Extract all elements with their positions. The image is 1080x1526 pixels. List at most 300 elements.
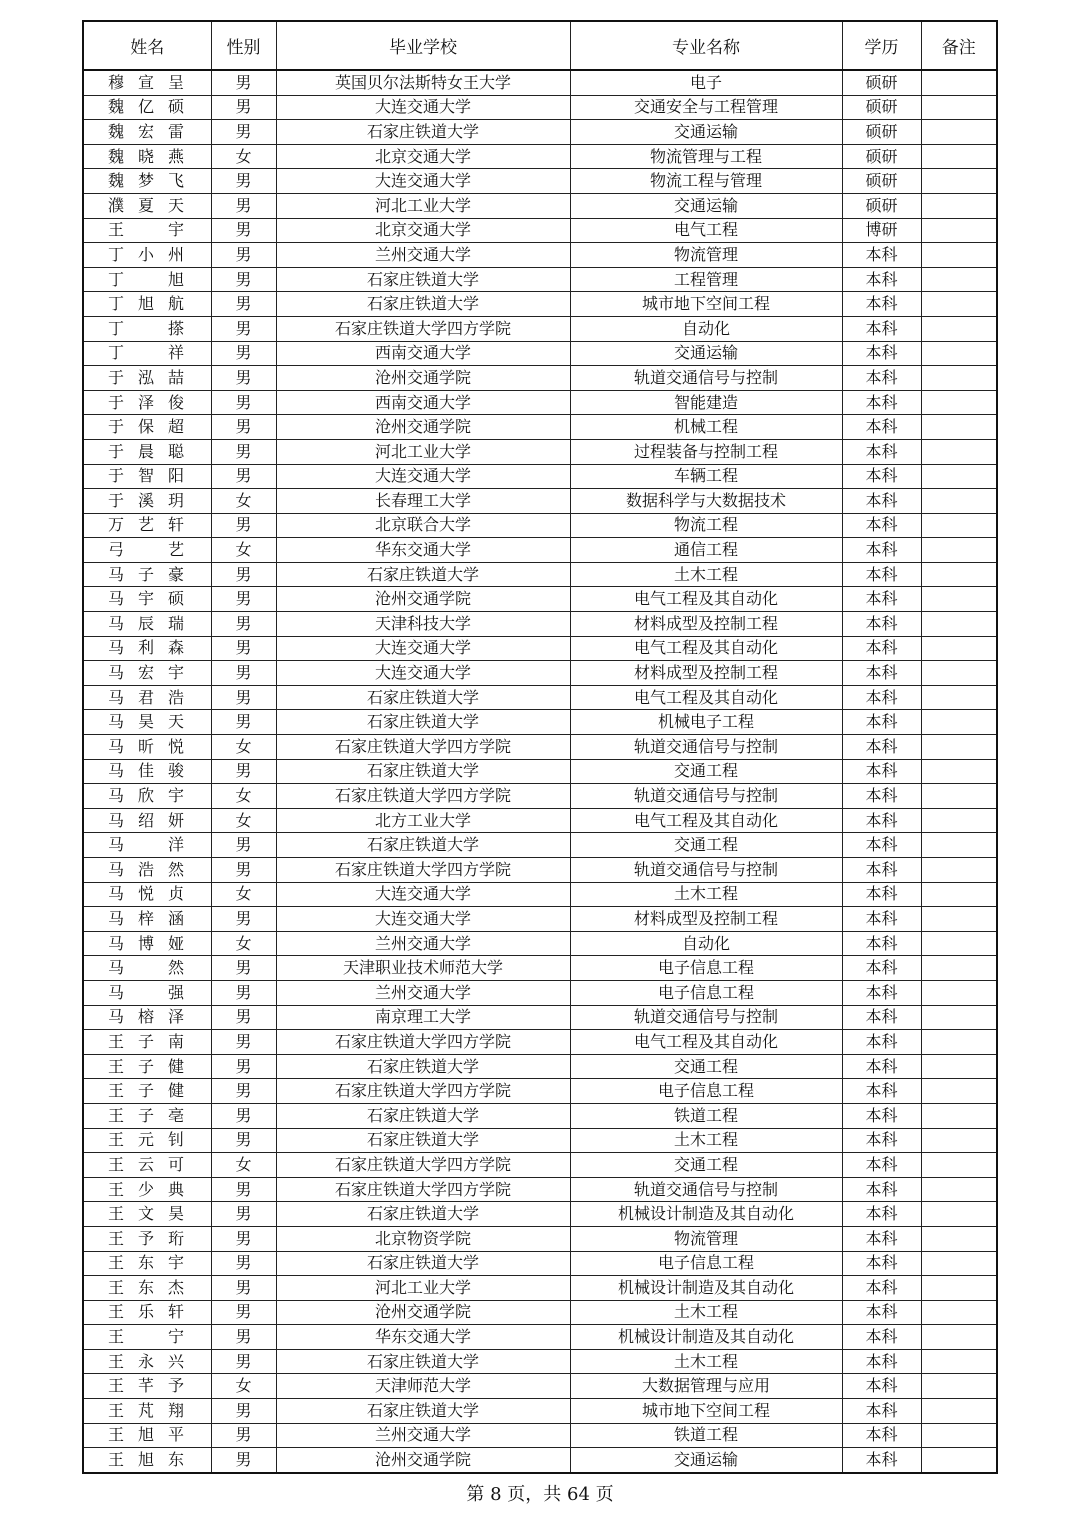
cell-name [83, 120, 211, 145]
cell-major: 机械设计制造及其自动化 [570, 1276, 842, 1301]
cell-remark [921, 759, 997, 784]
cell-major: 轨道交通信号与控制 [570, 784, 842, 809]
table-row [83, 1202, 997, 1227]
cell-name [83, 1448, 211, 1473]
cell-name [83, 1226, 211, 1251]
cell-name [83, 489, 211, 514]
cell-degree: 本科 [842, 1325, 921, 1350]
table-body [83, 70, 997, 1473]
cell-gender: 女 [211, 1153, 276, 1178]
cell-remark [921, 341, 997, 366]
cell-major: 电气工程及其自动化 [570, 636, 842, 661]
table-row [83, 1300, 997, 1325]
person-name: 魏晓燕 [108, 146, 184, 166]
cell-name [83, 292, 211, 317]
cell-degree: 本科 [842, 1399, 921, 1424]
cell-remark [921, 858, 997, 883]
cell-remark [921, 1005, 997, 1030]
table-row [83, 587, 997, 612]
cell-major: 机械工程 [570, 415, 842, 440]
table-row [83, 1399, 997, 1424]
cell-remark [921, 538, 997, 563]
cell-remark [921, 1054, 997, 1079]
cell-major: 电气工程及其自动化 [570, 1030, 842, 1055]
person-name: 王东宇 [108, 1253, 184, 1273]
person-name: 濮夏天 [108, 195, 184, 215]
cell-name [83, 95, 211, 120]
person-name: 王永兴 [108, 1351, 184, 1371]
cell-degree: 本科 [842, 1202, 921, 1227]
cell-remark [921, 587, 997, 612]
cell-name [83, 562, 211, 587]
cell-name [83, 833, 211, 858]
cell-remark [921, 243, 997, 268]
table-row [83, 292, 997, 317]
cell-major: 自动化 [570, 316, 842, 341]
table-row [83, 612, 997, 637]
cell-remark [921, 1300, 997, 1325]
cell-name [83, 144, 211, 169]
cell-major: 电气工程及其自动化 [570, 587, 842, 612]
person-name: 王予珩 [108, 1228, 184, 1248]
person-name: 马宇硕 [108, 589, 184, 609]
person-name: 王少典 [108, 1179, 184, 1199]
cell-school: 北京联合大学 [276, 513, 570, 538]
cell-remark [921, 1202, 997, 1227]
cell-remark [921, 439, 997, 464]
cell-major: 电子信息工程 [570, 1079, 842, 1104]
cell-name [83, 735, 211, 760]
person-name: 马浩然 [108, 859, 184, 879]
cell-gender: 男 [211, 685, 276, 710]
cell-remark [921, 489, 997, 514]
cell-gender: 男 [211, 70, 276, 95]
cell-major: 车辆工程 [570, 464, 842, 489]
table-row [83, 316, 997, 341]
person-name: 马利森 [108, 638, 184, 658]
cell-name [83, 218, 211, 243]
cell-school: 石家庄铁道大学四方学院 [276, 316, 570, 341]
table-row [83, 1153, 997, 1178]
table-row [83, 956, 997, 981]
cell-school: 兰州交通大学 [276, 931, 570, 956]
cell-major: 轨道交通信号与控制 [570, 858, 842, 883]
cell-gender: 男 [211, 1399, 276, 1424]
cell-school: 石家庄铁道大学 [276, 1103, 570, 1128]
cell-gender: 男 [211, 390, 276, 415]
table-row [83, 1276, 997, 1301]
cell-gender: 女 [211, 1374, 276, 1399]
cell-gender: 男 [211, 612, 276, 637]
cell-school: 大连交通大学 [276, 95, 570, 120]
cell-degree: 本科 [842, 1030, 921, 1055]
person-name: 王旭东 [108, 1450, 184, 1470]
table-row [83, 267, 997, 292]
cell-degree: 本科 [842, 366, 921, 391]
person-name: 魏梦飞 [108, 171, 184, 191]
cell-gender: 男 [211, 1005, 276, 1030]
cell-name [83, 612, 211, 637]
cell-name [83, 1251, 211, 1276]
table-row [83, 1448, 997, 1473]
cell-name [83, 1054, 211, 1079]
table-row [83, 415, 997, 440]
person-name: 马博娅 [108, 933, 184, 953]
cell-degree: 硕研 [842, 169, 921, 194]
cell-name [83, 808, 211, 833]
cell-major: 自动化 [570, 931, 842, 956]
cell-name [83, 980, 211, 1005]
cell-degree: 本科 [842, 439, 921, 464]
cell-school: 华东交通大学 [276, 538, 570, 563]
cell-school: 石家庄铁道大学 [276, 562, 570, 587]
table-row [83, 243, 997, 268]
table-row [83, 784, 997, 809]
cell-school: 西南交通大学 [276, 341, 570, 366]
cell-school: 兰州交通大学 [276, 1423, 570, 1448]
cell-school: 石家庄铁道大学四方学院 [276, 858, 570, 883]
cell-gender: 男 [211, 120, 276, 145]
cell-degree: 本科 [842, 292, 921, 317]
cell-major: 数据科学与大数据技术 [570, 489, 842, 514]
cell-gender: 男 [211, 1251, 276, 1276]
cell-gender: 男 [211, 956, 276, 981]
table-row [83, 1226, 997, 1251]
cell-degree: 本科 [842, 907, 921, 932]
cell-gender: 男 [211, 193, 276, 218]
cell-gender: 男 [211, 218, 276, 243]
cell-major: 物流工程与管理 [570, 169, 842, 194]
cell-gender: 男 [211, 587, 276, 612]
cell-name [83, 1374, 211, 1399]
cell-degree: 本科 [842, 587, 921, 612]
cell-remark [921, 1374, 997, 1399]
cell-degree: 本科 [842, 858, 921, 883]
cell-major: 轨道交通信号与控制 [570, 1177, 842, 1202]
cell-degree: 本科 [842, 636, 921, 661]
cell-school: 河北工业大学 [276, 439, 570, 464]
cell-name [83, 759, 211, 784]
cell-remark [921, 1079, 997, 1104]
table-row [83, 636, 997, 661]
person-name: 丁 旭 [108, 269, 184, 289]
cell-school: 石家庄铁道大学 [276, 1054, 570, 1079]
table-row [83, 366, 997, 391]
cell-degree: 本科 [842, 735, 921, 760]
cell-school: 兰州交通大学 [276, 980, 570, 1005]
cell-degree: 本科 [842, 710, 921, 735]
cell-school: 兰州交通大学 [276, 243, 570, 268]
header-major: 专业名称 [570, 21, 842, 70]
cell-major: 土木工程 [570, 562, 842, 587]
roster-table-container [82, 20, 996, 1474]
cell-remark [921, 636, 997, 661]
cell-degree: 硕研 [842, 95, 921, 120]
cell-school: 大连交通大学 [276, 907, 570, 932]
cell-gender: 男 [211, 759, 276, 784]
person-name: 魏亿硕 [108, 97, 184, 117]
cell-school: 沧州交通学院 [276, 587, 570, 612]
cell-degree: 本科 [842, 562, 921, 587]
cell-degree: 本科 [842, 513, 921, 538]
cell-degree: 本科 [842, 1374, 921, 1399]
cell-degree: 本科 [842, 784, 921, 809]
cell-major: 交通运输 [570, 1448, 842, 1473]
cell-remark [921, 784, 997, 809]
cell-major: 材料成型及控制工程 [570, 612, 842, 637]
cell-school: 河北工业大学 [276, 193, 570, 218]
table-row [83, 538, 997, 563]
cell-remark [921, 316, 997, 341]
cell-major: 电子信息工程 [570, 956, 842, 981]
person-name: 马榕泽 [108, 1007, 184, 1027]
cell-school: 石家庄铁道大学 [276, 120, 570, 145]
cell-remark [921, 1423, 997, 1448]
cell-degree: 本科 [842, 1423, 921, 1448]
cell-major: 工程管理 [570, 267, 842, 292]
cell-gender: 男 [211, 562, 276, 587]
cell-remark [921, 980, 997, 1005]
cell-name [83, 784, 211, 809]
cell-major: 交通工程 [570, 1054, 842, 1079]
person-name: 王子亳 [108, 1105, 184, 1125]
cell-school: 石家庄铁道大学 [276, 833, 570, 858]
table-row [83, 980, 997, 1005]
cell-degree: 本科 [842, 980, 921, 1005]
cell-degree: 本科 [842, 1128, 921, 1153]
table-row [83, 808, 997, 833]
cell-major: 物流工程 [570, 513, 842, 538]
cell-major: 机械设计制造及其自动化 [570, 1202, 842, 1227]
table-row [83, 931, 997, 956]
cell-school: 石家庄铁道大学 [276, 1349, 570, 1374]
cell-school: 大连交通大学 [276, 661, 570, 686]
cell-major: 交通工程 [570, 833, 842, 858]
cell-gender: 女 [211, 144, 276, 169]
table-row [83, 218, 997, 243]
person-name: 魏宏雷 [108, 121, 184, 141]
table-row [83, 120, 997, 145]
cell-name [83, 1349, 211, 1374]
cell-name [83, 636, 211, 661]
cell-school: 沧州交通学院 [276, 1448, 570, 1473]
person-name: 王子南 [108, 1031, 184, 1051]
cell-remark [921, 612, 997, 637]
table-row [83, 685, 997, 710]
cell-gender: 男 [211, 267, 276, 292]
cell-gender: 男 [211, 1054, 276, 1079]
person-name: 马 然 [108, 958, 184, 978]
cell-school: 北京交通大学 [276, 144, 570, 169]
cell-remark [921, 513, 997, 538]
cell-major: 机械设计制造及其自动化 [570, 1325, 842, 1350]
cell-major: 交通安全与工程管理 [570, 95, 842, 120]
cell-major: 土木工程 [570, 1300, 842, 1325]
cell-degree: 硕研 [842, 120, 921, 145]
person-name: 弓 艺 [108, 540, 184, 560]
cell-gender: 男 [211, 833, 276, 858]
person-name: 马梓涵 [108, 908, 184, 928]
person-name: 于晨聪 [108, 441, 184, 461]
cell-degree: 本科 [842, 685, 921, 710]
cell-gender: 男 [211, 1448, 276, 1473]
cell-degree: 本科 [842, 1054, 921, 1079]
cell-degree: 本科 [842, 1153, 921, 1178]
table-row [83, 1103, 997, 1128]
cell-name [83, 661, 211, 686]
cell-major: 电气工程及其自动化 [570, 808, 842, 833]
cell-degree: 本科 [842, 1177, 921, 1202]
cell-major: 机械电子工程 [570, 710, 842, 735]
table-row [83, 661, 997, 686]
cell-major: 材料成型及控制工程 [570, 907, 842, 932]
cell-remark [921, 1177, 997, 1202]
cell-name [83, 439, 211, 464]
cell-school: 石家庄铁道大学四方学院 [276, 735, 570, 760]
person-name: 丁小州 [108, 244, 184, 264]
person-name: 王文昊 [108, 1204, 184, 1224]
table-row [83, 882, 997, 907]
person-name: 马昊天 [108, 712, 184, 732]
table-row [83, 439, 997, 464]
cell-gender: 男 [211, 415, 276, 440]
cell-name [83, 70, 211, 95]
cell-school: 石家庄铁道大学 [276, 685, 570, 710]
cell-name [83, 882, 211, 907]
cell-remark [921, 685, 997, 710]
table-row [83, 489, 997, 514]
cell-school: 大连交通大学 [276, 169, 570, 194]
cell-school: 沧州交通学院 [276, 415, 570, 440]
cell-remark [921, 882, 997, 907]
cell-name [83, 366, 211, 391]
cell-name [83, 587, 211, 612]
cell-gender: 男 [211, 980, 276, 1005]
cell-gender: 男 [211, 1300, 276, 1325]
cell-school: 北方工业大学 [276, 808, 570, 833]
header-row [83, 21, 997, 70]
cell-school: 河北工业大学 [276, 1276, 570, 1301]
cell-gender: 男 [211, 95, 276, 120]
cell-degree: 本科 [842, 415, 921, 440]
cell-gender: 男 [211, 1325, 276, 1350]
cell-gender: 男 [211, 858, 276, 883]
person-name: 马 强 [108, 982, 184, 1002]
cell-name [83, 267, 211, 292]
cell-name [83, 169, 211, 194]
cell-remark [921, 562, 997, 587]
cell-gender: 男 [211, 1423, 276, 1448]
cell-major: 电子 [570, 70, 842, 95]
cell-name [83, 1005, 211, 1030]
cell-degree: 本科 [842, 808, 921, 833]
cell-remark [921, 415, 997, 440]
person-name: 丁旭航 [108, 294, 184, 314]
cell-major: 铁道工程 [570, 1103, 842, 1128]
cell-major: 过程装备与控制工程 [570, 439, 842, 464]
cell-name [83, 1300, 211, 1325]
table-row [83, 1423, 997, 1448]
person-name: 于溪玥 [108, 490, 184, 510]
cell-name [83, 1202, 211, 1227]
cell-major: 土木工程 [570, 1349, 842, 1374]
cell-degree: 本科 [842, 956, 921, 981]
table-row [83, 759, 997, 784]
cell-major: 城市地下空间工程 [570, 1399, 842, 1424]
cell-school: 石家庄铁道大学 [276, 1251, 570, 1276]
cell-major: 电子信息工程 [570, 980, 842, 1005]
table-row [83, 1374, 997, 1399]
cell-degree: 本科 [842, 612, 921, 637]
cell-gender: 男 [211, 1349, 276, 1374]
cell-gender: 男 [211, 243, 276, 268]
person-name: 王云可 [108, 1154, 184, 1174]
table-row [83, 1349, 997, 1374]
cell-gender: 男 [211, 366, 276, 391]
cell-major: 交通工程 [570, 759, 842, 784]
cell-degree: 博研 [842, 218, 921, 243]
cell-gender: 男 [211, 1079, 276, 1104]
cell-major: 交通运输 [570, 341, 842, 366]
cell-remark [921, 710, 997, 735]
table-row [83, 390, 997, 415]
cell-name [83, 415, 211, 440]
cell-major: 物流管理 [570, 1226, 842, 1251]
cell-remark [921, 1251, 997, 1276]
cell-degree: 本科 [842, 1079, 921, 1104]
cell-gender: 男 [211, 169, 276, 194]
person-name: 王子健 [108, 1081, 184, 1101]
cell-school: 沧州交通学院 [276, 1300, 570, 1325]
cell-gender: 女 [211, 735, 276, 760]
person-name: 丁 祥 [108, 343, 184, 363]
cell-gender: 女 [211, 931, 276, 956]
cell-degree: 硕研 [842, 144, 921, 169]
cell-major: 铁道工程 [570, 1423, 842, 1448]
cell-remark [921, 390, 997, 415]
cell-school: 沧州交通学院 [276, 366, 570, 391]
cell-name [83, 1325, 211, 1350]
table-row [83, 833, 997, 858]
table-row [83, 1128, 997, 1153]
table-row [83, 464, 997, 489]
cell-degree: 本科 [842, 882, 921, 907]
cell-school: 石家庄铁道大学 [276, 1202, 570, 1227]
cell-school: 大连交通大学 [276, 882, 570, 907]
cell-gender: 男 [211, 661, 276, 686]
cell-school: 石家庄铁道大学 [276, 267, 570, 292]
cell-major: 材料成型及控制工程 [570, 661, 842, 686]
cell-major: 物流管理 [570, 243, 842, 268]
cell-school: 英国贝尔法斯特女王大学 [276, 70, 570, 95]
cell-remark [921, 1226, 997, 1251]
cell-gender: 男 [211, 464, 276, 489]
cell-degree: 本科 [842, 1005, 921, 1030]
table-row [83, 95, 997, 120]
cell-remark [921, 70, 997, 95]
cell-degree: 本科 [842, 1251, 921, 1276]
cell-name [83, 931, 211, 956]
person-name: 马君浩 [108, 687, 184, 707]
cell-degree: 本科 [842, 1103, 921, 1128]
cell-name [83, 464, 211, 489]
table-row [83, 513, 997, 538]
cell-remark [921, 292, 997, 317]
cell-name [83, 538, 211, 563]
cell-school: 西南交通大学 [276, 390, 570, 415]
cell-major: 电子信息工程 [570, 1251, 842, 1276]
cell-school: 南京理工大学 [276, 1005, 570, 1030]
